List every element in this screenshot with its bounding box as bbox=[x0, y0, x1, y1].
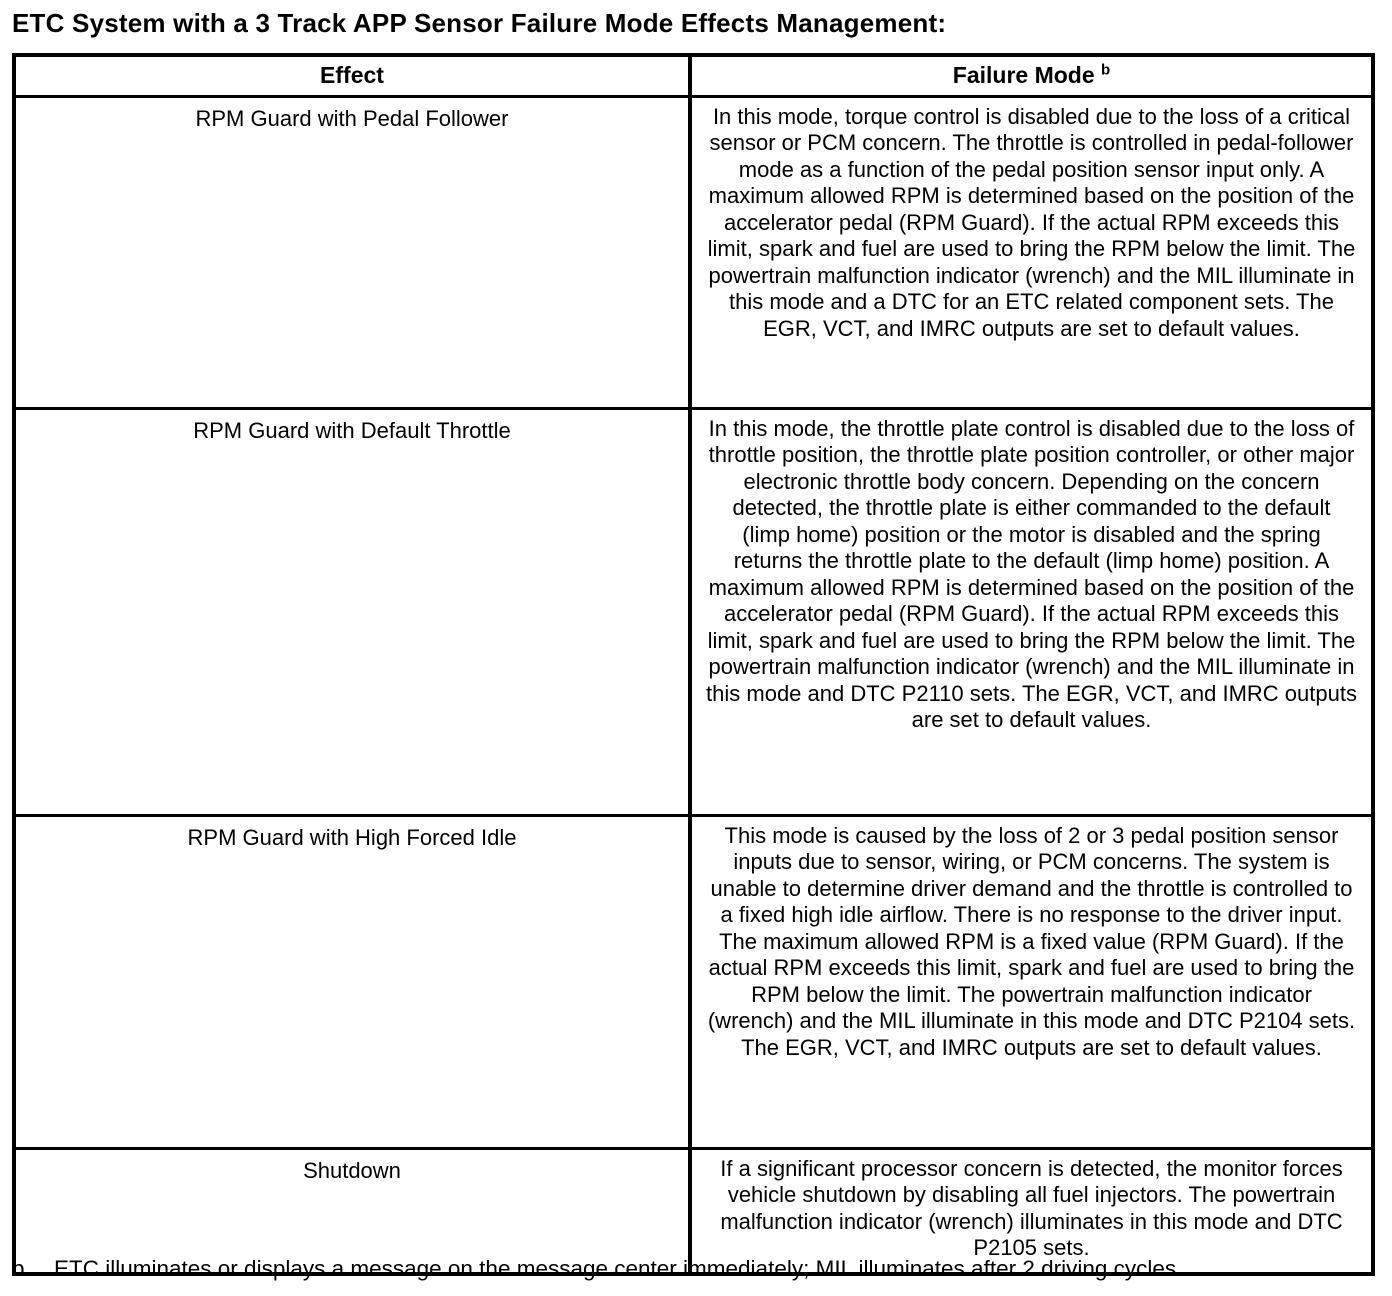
table-row bbox=[16, 814, 1371, 1147]
column-header-failure-mode-label: Failure Mode bbox=[952, 62, 1095, 88]
footnote-text: ETC illuminates or displays a message on the message center immediately; MIL illuminates after 2 driving cycles bbox=[54, 1256, 1177, 1281]
table-footnote bbox=[12, 1255, 1382, 1282]
failure-mode-cell: In this mode, the throttle plate control is disabled due to the loss of throttle position, the throttle plate position controller, or other major electronic throttle body concern. Depending on the concern detected, the throttle plate is either commanded to the default (limp home) position or the motor is disabled and the spring returns the throttle plate to the default (limp home) position. A maximum allowed RPM is determined based on the position of the accelerator pedal (RPM Guard). If the actual RPM exceeds this limit, spark and fuel are used to bring the RPM below the limit. The powertrain malfunction indicator (wrench) and the MIL illuminate in this mode and DTC P2110 sets. The EGR, VCT, and IMRC outputs are set to default values. bbox=[706, 415, 1357, 732]
effect-cell: RPM Guard with High Forced Idle bbox=[16, 817, 692, 1147]
failure-mode-cell: This mode is caused by the loss of 2 or 3 pedal position sensor inputs due to sensor, wiring, or PCM concerns. The system is unable to determine driver demand and the throttle is controlled to a fixed high idle airflow. There is no response to the driver input. The maximum allowed RPM is a fixed value (RPM Guard). If the actual RPM exceeds this limit, spark and fuel are used to bring the RPM below the limit. The powertrain malfunction indicator (wrench) and the MIL illuminate in this mode and DTC P2104 sets. The EGR, VCT, and IMRC outputs are set to default values. bbox=[707, 822, 1356, 1060]
effect-cell: RPM Guard with Default Throttle bbox=[16, 410, 692, 814]
table-header-row bbox=[16, 57, 1371, 95]
effect-cell: Shutdown bbox=[16, 1150, 692, 1272]
failure-mode-cell: In this mode, torque control is disabled due to the loss of a critical sensor or PCM concern. The throttle is controlled in pedal-follower mode as a function of the pedal position sensor input only. A maximum allowed RPM is determined based on the position of the accelerator pedal (RPM Guard). If the actual RPM exceeds this limit, spark and fuel are used to bring the RPM below the limit. The powertrain malfunction indicator (wrench) and the MIL illuminate in this mode and a DTC for an ETC related component sets. The EGR, VCT, and IMRC outputs are set to default values. bbox=[707, 103, 1356, 341]
table-row bbox=[16, 95, 1371, 407]
column-header-failure-mode bbox=[692, 57, 1371, 95]
table-row bbox=[16, 1147, 1371, 1272]
table-row bbox=[16, 407, 1371, 814]
failure-mode-cell: If a significant processor concern is detected, the monitor forces vehicle shutdown by disabling all fuel injectors. The powertrain malfunction indicator (wrench) illuminates in this mode and DTC P2105 sets. bbox=[720, 1155, 1343, 1260]
footnote-marker-superscript: b bbox=[1101, 61, 1111, 79]
page-title: ETC System with a 3 Track APP Sensor Failure Mode Effects Management: bbox=[12, 8, 947, 38]
footnote-marker: b bbox=[12, 1256, 25, 1281]
failure-mode-effects-table bbox=[12, 53, 1375, 1276]
effect-cell: RPM Guard with Pedal Follower bbox=[16, 98, 692, 407]
column-header-effect: Effect bbox=[16, 57, 692, 95]
